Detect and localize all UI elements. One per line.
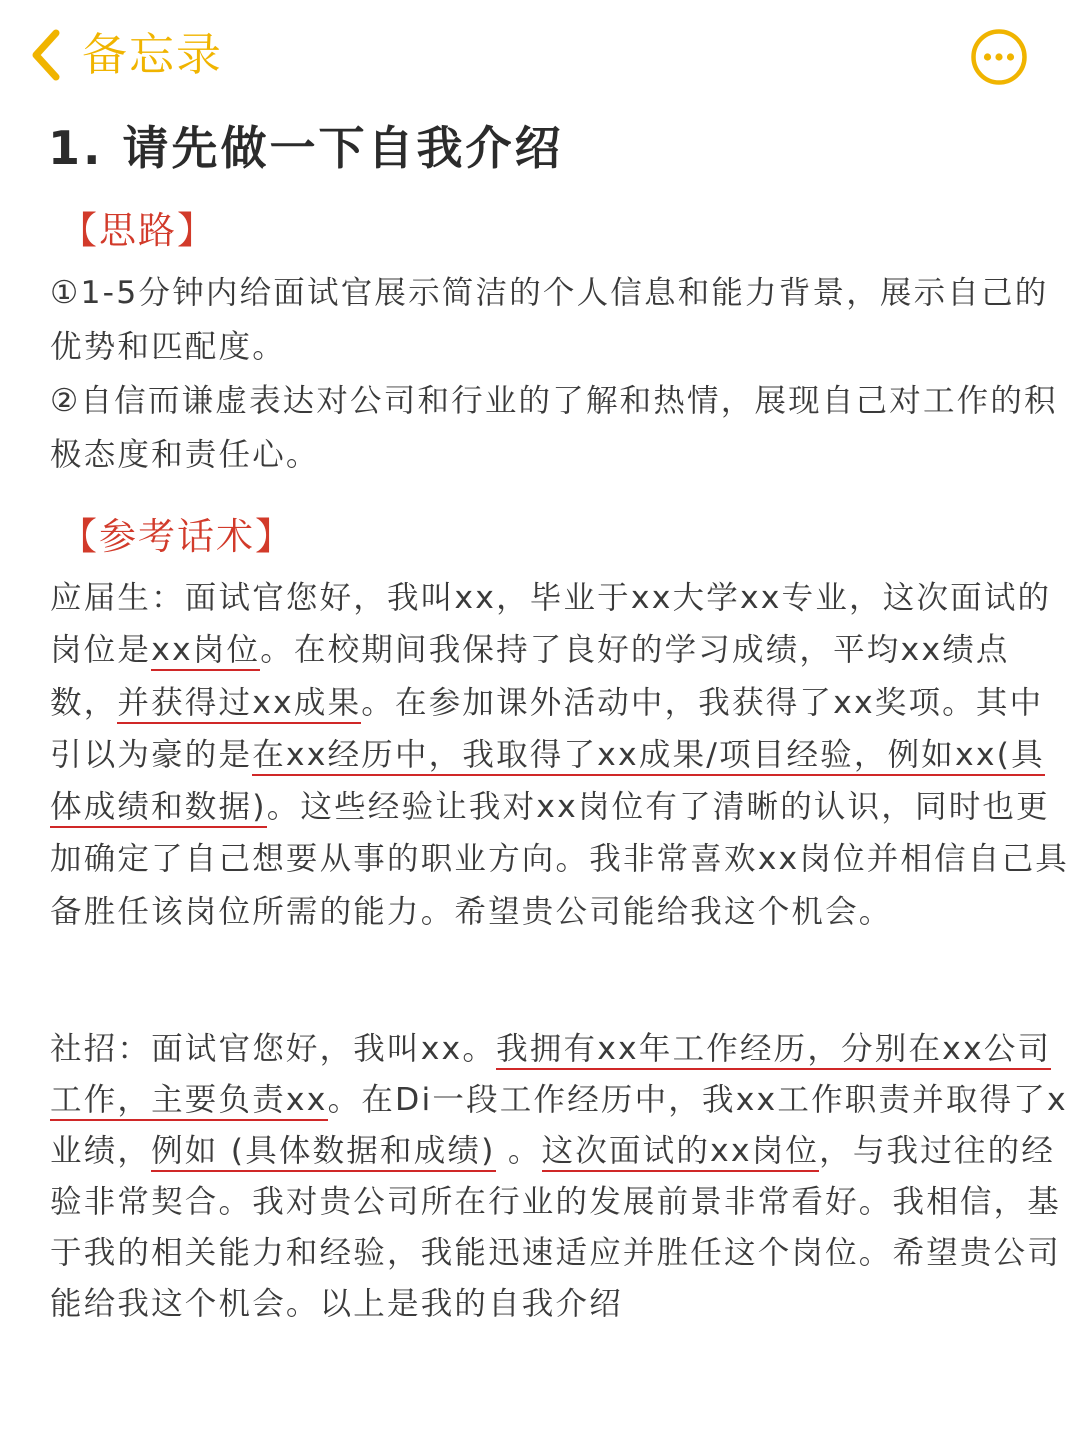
- graduate-script: [50, 572, 1070, 938]
- experienced-underline-3: 这次面试的xx岗位: [542, 1133, 820, 1172]
- more-options-button[interactable]: [970, 28, 1028, 86]
- thinking-point-2: ②自信而谦虚表达对公司和行业的了解和热情，展现自己对工作的积极态度和责任心。: [50, 383, 1058, 473]
- experienced-underline-2: 例如 (具体数据和成绩): [151, 1133, 496, 1172]
- experienced-text-3: 。: [495, 1133, 542, 1169]
- graduate-text-2: 。在校期间我保持了良好的学习成绩，平均xx绩点数，: [50, 632, 1010, 721]
- graduate-underline-1: xx岗位: [151, 632, 260, 671]
- back-button[interactable]: [28, 20, 223, 90]
- navigation-bar: [0, 0, 1080, 110]
- experienced-underline-1: 我拥有xx年工作经历，分别在xx公司工作，主要负责xx: [50, 1031, 1051, 1121]
- graduate-text-3: 。在参加课外活动中，我获得了xx奖项。其中引以为豪的是: [50, 684, 1044, 773]
- chevron-left-icon: [28, 27, 64, 83]
- note-title: 1. 请先做一下自我介绍: [48, 121, 564, 175]
- thinking-point-1: ①1-5分钟内给面试官展示简洁的个人信息和能力背景，展示自己的优势和匹配度。: [50, 275, 1049, 365]
- thinking-heading: 【思路】: [60, 209, 216, 252]
- ellipsis-circle-icon: [970, 28, 1028, 86]
- back-label: 备忘录: [82, 28, 224, 81]
- graduate-text-4: 。这些经验让我对xx岗位有了清晰的认识，同时也更加确定了自己想要从事的职业方向。我非常喜欢xx岗位并相信自己具备胜任该岗位所需的能力。希望贵公司能给我这个机会。: [50, 789, 1069, 930]
- graduate-underline-3: 在xx经历中，我取得了xx成果/项目经验，例如xx(具体成绩和数据): [50, 737, 1045, 828]
- experienced-text-4: ，与我过往的经验非常契合。我对贵公司所在行业的发展前景非常看好。我相信，基于我的相关能力和经验，我能迅速适应并胜任这个岗位。希望贵公司能给我这个机会。以上是我的自我介绍: [50, 1133, 1062, 1322]
- experienced-script: [50, 1024, 1070, 1330]
- graduate-text-1: 应届生：面试官您好，我叫xx，毕业于xx大学xx专业，这次面试的岗位是: [50, 580, 1052, 669]
- graduate-underline-2: 并获得过xx成果: [117, 685, 361, 724]
- experienced-text-1: 社招：面试官您好，我叫xx。: [50, 1031, 497, 1067]
- reference-heading: 【参考话术】: [60, 515, 294, 558]
- experienced-text-2: 。在Di一段工作经历中，我xx工作职责并取得了x业绩，: [50, 1082, 1068, 1169]
